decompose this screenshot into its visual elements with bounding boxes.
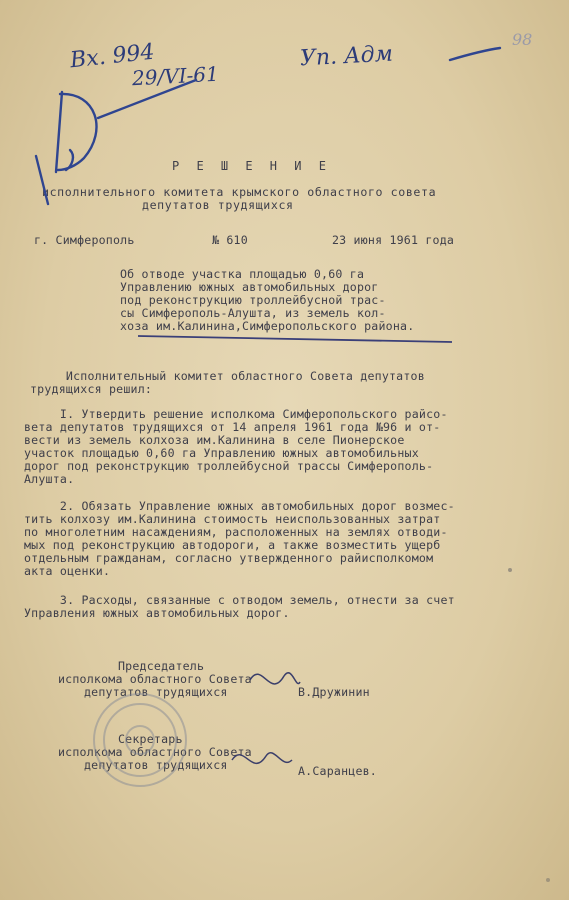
- incoming-date: 29/VI-61: [131, 61, 220, 91]
- item-2-line: 2. Обязать Управление южных автомобильных дорог возмес-: [24, 499, 455, 513]
- document-title: Р Е Ш Е Н И Е: [172, 159, 331, 173]
- resolution-note: Уп. Адм: [299, 41, 394, 72]
- city: г. Симферополь: [34, 233, 135, 247]
- secretary-title: депутатов трудящихся: [84, 758, 228, 772]
- corner-page-number: 98: [512, 30, 533, 49]
- decision-number: № 610: [212, 233, 248, 247]
- item-2-line: мых под реконструкцию автодороги, а также возместить ущерб: [24, 538, 441, 552]
- subject-line: хоза им.Калинина,Симферопольского района.: [120, 319, 415, 333]
- paper-speck: [546, 878, 550, 882]
- item-2-line: акта оценки.: [24, 564, 111, 578]
- resolution-pen-mark: [36, 48, 500, 204]
- intro-line: Исполнительный комитет областного Совета депутатов: [30, 369, 425, 383]
- chair-signature: [250, 673, 300, 684]
- chair-title: Председатель: [118, 659, 205, 673]
- item-2-line: тить колхозу им.Калинина стоимость неиспользованных затрат: [24, 512, 441, 526]
- item-2-line: отдельным гражданам, согласно утвержденного райисполкомом: [24, 551, 434, 565]
- decision-date: 23 июня 1961 года: [332, 233, 455, 247]
- issuer-line-2: депутатов трудящихся: [142, 198, 294, 212]
- item-1-line: вета депутатов трудящихся от 14 апреля 1961 года №96 и от-: [24, 420, 441, 434]
- secretary-name: А.Саранцев.: [298, 764, 377, 778]
- subject-line: Об отводе участка площадью 0,60 га: [120, 267, 365, 281]
- subject-line: сы Симферополь-Алушта, из земель кол-: [120, 306, 386, 320]
- item-1-line: вести из земель колхоза им.Калинина в селе Пионерское: [24, 433, 405, 447]
- item-1-line: участок площадью 0,60 га Управлению южных автомобильных: [24, 446, 419, 460]
- secretary-title: исполкома областного Совета: [58, 745, 252, 759]
- subject-line: под реконструкцию троллейбусной трас-: [120, 293, 386, 307]
- subject-line: Управлению южных автомобильных дорог: [120, 280, 379, 294]
- item-2-line: по многолетним насаждениям, расположенных на землях отводи-: [24, 525, 448, 539]
- subject-underline: [138, 336, 452, 342]
- item-1-line: дорог под реконструкцию троллейбусной трассы Симферополь-: [24, 459, 434, 473]
- chair-title: исполкома областного Совета: [58, 672, 252, 686]
- intro-line: трудящихся решил:: [30, 382, 153, 396]
- issuer-line-1: исполнительного комитета крымского областного совета: [42, 185, 437, 199]
- item-1-line: Алушта.: [24, 472, 75, 486]
- item-3-line: 3. Расходы, связанные с отводом земель, отнести за счет: [24, 593, 455, 607]
- paper-speck: [508, 568, 512, 572]
- secretary-title: Секретарь: [118, 732, 183, 746]
- item-1-line: I. Утвердить решение исполкома Симферопольского райсо-: [24, 407, 448, 421]
- chair-name: В.Дружинин: [298, 685, 370, 699]
- chair-title: депутатов трудящихся: [84, 685, 228, 699]
- incoming-number: Вх. 994: [68, 39, 156, 74]
- item-3-line: Управления южных автомобильных дорог.: [24, 606, 290, 620]
